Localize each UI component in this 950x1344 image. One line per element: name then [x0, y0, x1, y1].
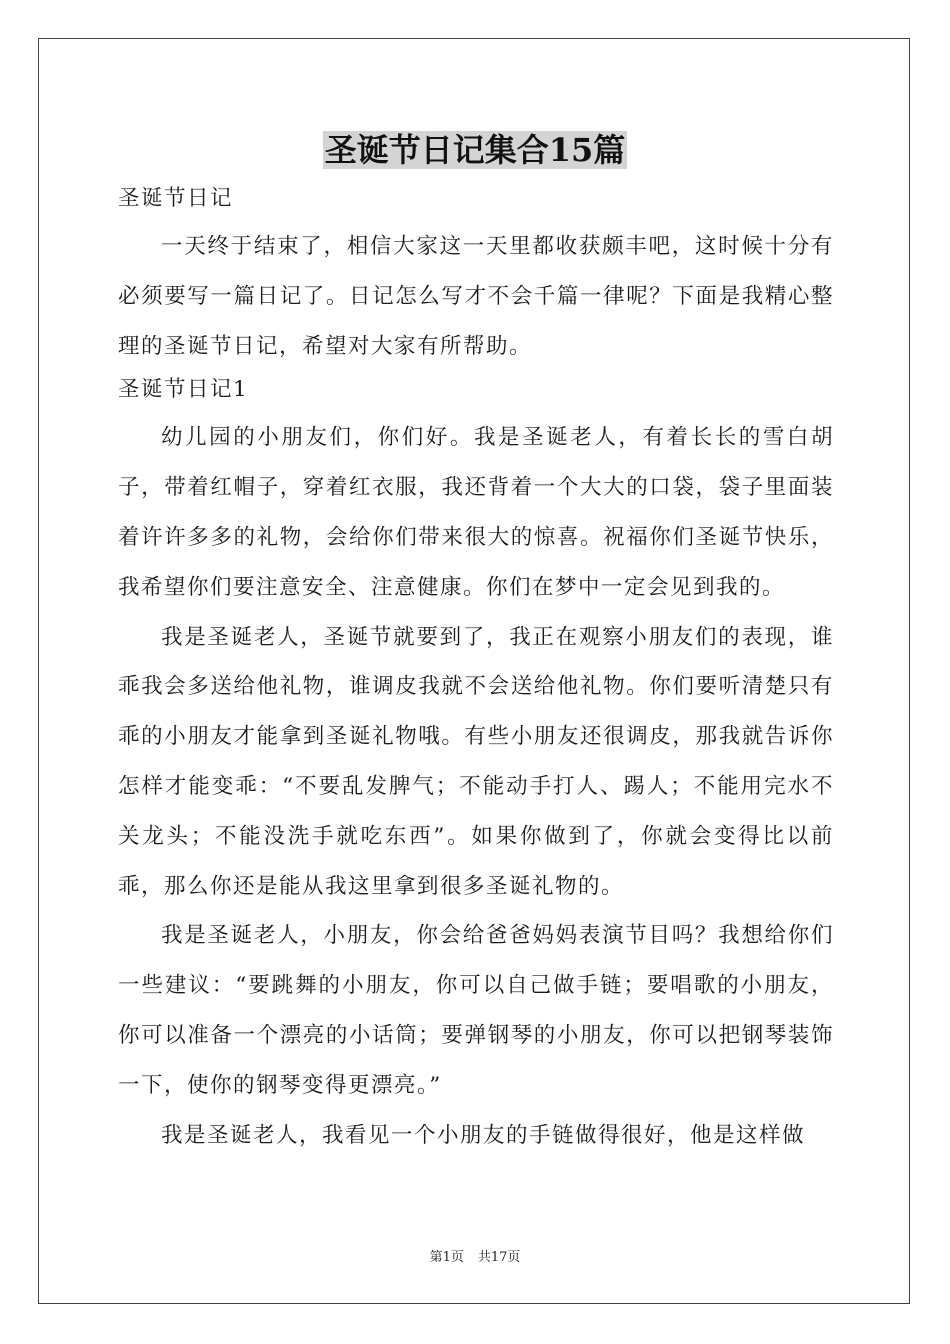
section-heading: 圣诞节日记1 [118, 377, 249, 403]
page-total: 共17页 [477, 1250, 521, 1265]
intro-heading: 圣诞节日记 [118, 186, 234, 211]
document-title [0, 128, 950, 172]
page-number: 第1页 [429, 1250, 464, 1265]
body-paragraph-3: 我是圣诞老人，小朋友，你会给爸爸妈妈表演节目吗？我想给你们一些建议：“要跳舞的小朋友，你可以自己做手链；要唱歌的小朋友，你可以准备一个漂亮的小话筒；要弹钢琴的小朋友，你可以把钢琴装饰一下，使你的钢琴变得更漂亮。” [118, 923, 834, 1098]
page-footer [0, 1246, 950, 1265]
body-paragraph-1: 幼儿园的小朋友们，你们好。我是圣诞老人，有着长长的雪白胡子，带着红帽子，穿着红衣服，我还背着一个大大的口袋，袋子里面装着许许多多的礼物，会给你们带来很大的惊喜。祝福你们圣诞节快乐，我希望你们要注意安全、注意健康。你们在梦中一定会见到我的。 [118, 425, 834, 600]
document-body [118, 180, 834, 1160]
document-title-text: 圣诞节日记集合15篇 [324, 131, 626, 169]
body-paragraph-2: 我是圣诞老人，圣诞节就要到了，我正在观察小朋友们的表现，谁乖我会多送给他礼物，谁调皮我就不会送给他礼物。你们要听清楚只有乖的小朋友才能拿到圣诞礼物哦。有些小朋友还很调皮，那我就告诉你怎样才能变乖：“不要乱发脾气；不能动手打人、踢人；不能用完水不关龙头；不能没洗手就吃东西”。如果你做到了，你就会变得比以前乖，那么你还是能从我这里拿到很多圣诞礼物的。 [118, 624, 834, 899]
intro-paragraph: 一天终于结束了，相信大家这一天里都收获颇丰吧，这时候十分有必须要写一篇日记了。日记怎么写才不会千篇一律呢？下面是我精心整理的圣诞节日记，希望对大家有所帮助。 [118, 234, 834, 359]
body-paragraph-4: 我是圣诞老人，我看见一个小朋友的手链做得很好，他是这样做 [161, 1122, 806, 1148]
